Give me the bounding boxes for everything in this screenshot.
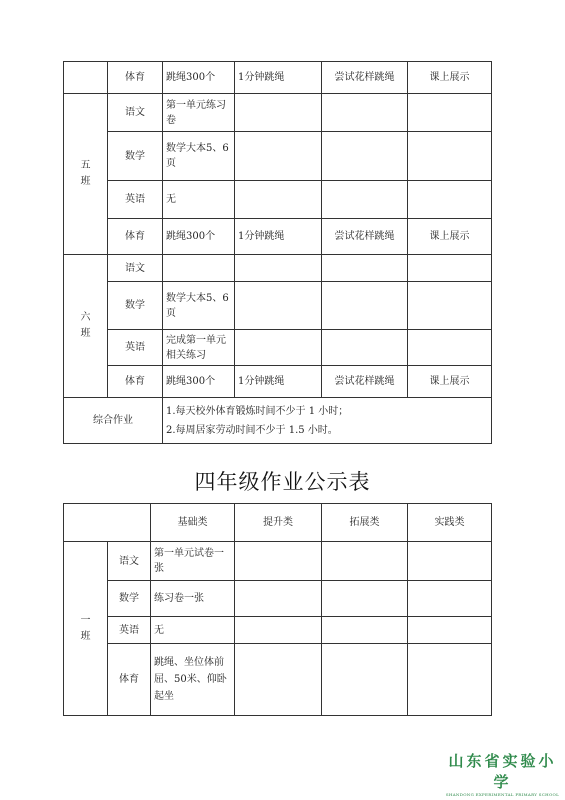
improve-cell <box>235 330 322 366</box>
table-row <box>64 94 492 132</box>
basic-cell: 练习卷一张 <box>151 581 235 617</box>
subject-cell: 体育 <box>108 644 151 716</box>
basic-cell: 数学大本5、6页 <box>163 282 235 330</box>
basic-cell: 无 <box>163 181 235 219</box>
subject-cell: 体育 <box>108 219 163 255</box>
table-row <box>64 62 492 94</box>
improve-cell <box>235 542 322 581</box>
improve-cell <box>235 94 322 132</box>
page-title: 四年级作业公示表 <box>194 470 371 494</box>
homework-table-grade-top <box>63 61 492 444</box>
extend-cell <box>322 330 408 366</box>
subject-cell: 体育 <box>108 366 163 398</box>
practice-cell <box>408 181 492 219</box>
improve-cell: 1分钟跳绳 <box>235 62 322 94</box>
subject-cell: 体育 <box>108 62 163 94</box>
subject-cell: 数学 <box>108 581 151 617</box>
extend-cell <box>322 132 408 181</box>
table-row <box>64 366 492 398</box>
table-row <box>64 617 492 644</box>
basic-cell: 第一单元试卷一张 <box>151 542 235 581</box>
table-row <box>64 255 492 282</box>
basic-cell: 完成第一单元相关练习 <box>163 330 235 366</box>
improve-cell <box>235 282 322 330</box>
table-row <box>64 282 492 330</box>
extend-cell <box>322 581 408 617</box>
improve-cell: 1分钟跳绳 <box>235 366 322 398</box>
extend-cell <box>322 644 408 716</box>
table-header-row <box>64 504 492 542</box>
comprehensive-content <box>163 398 492 444</box>
school-logo <box>440 750 565 797</box>
basic-cell: 跳绳300个 <box>163 366 235 398</box>
subject-cell: 英语 <box>108 617 151 644</box>
extend-cell <box>322 94 408 132</box>
improve-cell <box>235 181 322 219</box>
practice-cell <box>408 644 492 716</box>
practice-cell <box>408 581 492 617</box>
subject-cell: 数学 <box>108 132 163 181</box>
table-row <box>64 581 492 617</box>
practice-cell <box>408 330 492 366</box>
practice-cell <box>408 255 492 282</box>
class-label: 六 班 <box>64 255 108 398</box>
practice-cell: 课上展示 <box>408 62 492 94</box>
table-row <box>64 542 492 581</box>
improve-cell <box>235 255 322 282</box>
subject-cell: 英语 <box>108 330 163 366</box>
extend-cell: 尝试花样跳绳 <box>322 219 408 255</box>
practice-cell <box>408 542 492 581</box>
header-practice: 实践类 <box>408 504 492 542</box>
comprehensive-label: 综合作业 <box>64 398 163 444</box>
basic-cell: 第一单元练习卷 <box>163 94 235 132</box>
extend-cell <box>322 181 408 219</box>
improve-cell <box>235 617 322 644</box>
table-row <box>64 132 492 181</box>
header-blank <box>64 504 151 542</box>
table-row <box>64 181 492 219</box>
school-logo-name: 山东省实验小学 <box>448 752 557 791</box>
improve-cell <box>235 132 322 181</box>
improve-cell <box>235 581 322 617</box>
practice-cell <box>408 617 492 644</box>
improve-cell: 1分钟跳绳 <box>235 219 322 255</box>
basic-cell: 数学大本5、6页 <box>163 132 235 181</box>
table-row <box>64 644 492 716</box>
header-basic: 基础类 <box>151 504 235 542</box>
subject-cell: 语文 <box>108 542 151 581</box>
extend-cell: 尝试花样跳绳 <box>322 366 408 398</box>
extend-cell <box>322 542 408 581</box>
extend-cell: 尝试花样跳绳 <box>322 62 408 94</box>
table-row <box>64 398 492 444</box>
improve-cell <box>235 644 322 716</box>
table-row <box>64 330 492 366</box>
extend-cell <box>322 617 408 644</box>
header-improve: 提升类 <box>235 504 322 542</box>
comprehensive-line-1: 1.每天校外体育锻炼时间不少于 1 小时； <box>166 405 349 417</box>
practice-cell <box>408 282 492 330</box>
class-label: 五 班 <box>64 94 108 255</box>
subject-cell: 数学 <box>108 282 163 330</box>
class-label: 一 班 <box>64 542 108 716</box>
basic-cell: 无 <box>151 617 235 644</box>
practice-cell: 课上展示 <box>408 219 492 255</box>
basic-cell <box>163 255 235 282</box>
basic-cell: 跳绳300个 <box>163 219 235 255</box>
school-logo-subtitle: SHANDONG EXPERIMENTAL PRIMARY SCHOOL <box>445 792 560 797</box>
class-cell <box>64 62 108 94</box>
comprehensive-line-2: 2.每周居家劳动时间不少于 1.5 小时。 <box>166 424 338 436</box>
basic-cell: 跳绳300个 <box>163 62 235 94</box>
practice-cell <box>408 94 492 132</box>
subject-cell: 英语 <box>108 181 163 219</box>
header-extend: 拓展类 <box>322 504 408 542</box>
practice-cell <box>408 132 492 181</box>
basic-cell: 跳绳、坐位体前屈、50米、仰卧起坐 <box>151 644 235 716</box>
practice-cell: 课上展示 <box>408 366 492 398</box>
subject-cell: 语文 <box>108 94 163 132</box>
table-row <box>64 219 492 255</box>
subject-cell: 语文 <box>108 255 163 282</box>
homework-table-grade-4 <box>63 503 492 716</box>
extend-cell <box>322 255 408 282</box>
extend-cell <box>322 282 408 330</box>
